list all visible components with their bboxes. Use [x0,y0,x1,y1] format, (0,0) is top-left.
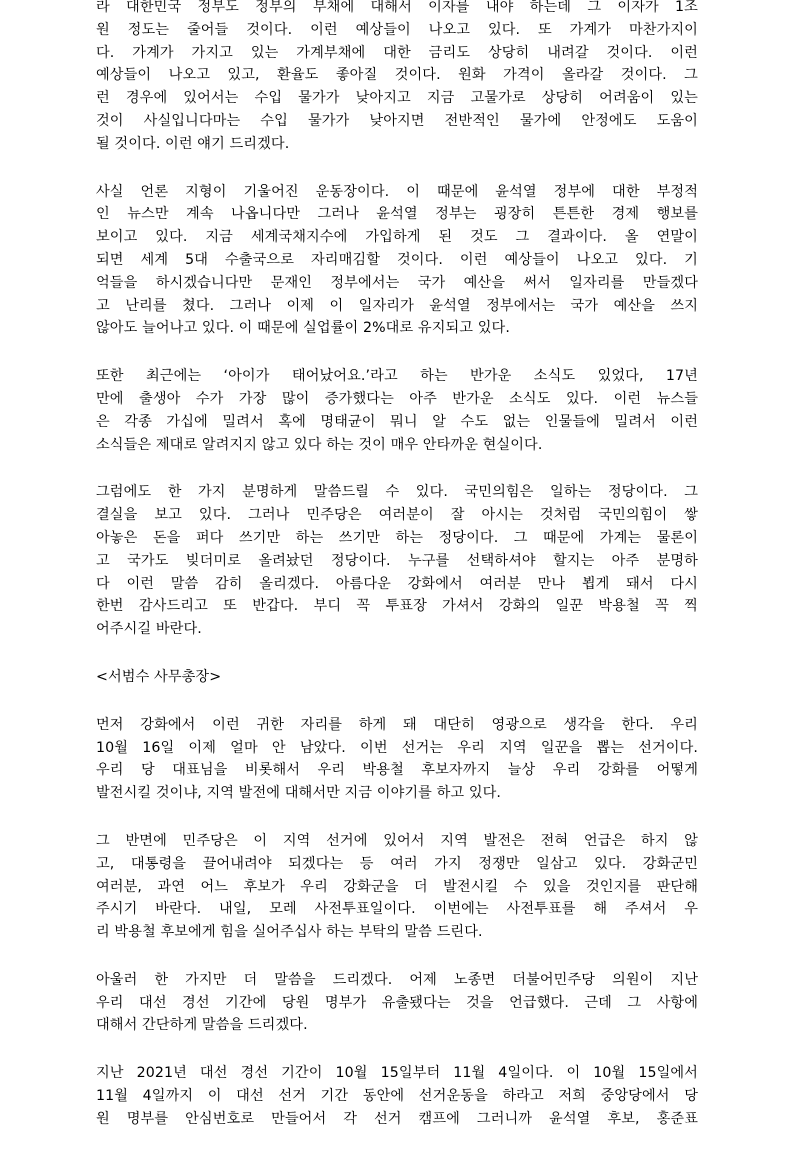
paragraph-early-voting [96,830,698,944]
text-line: 것이 사실입니다마는 수입 물가가 낮아지면 전반적인 물가에 안정에도 도움이 [96,112,698,129]
text-line: 억들을 하시겠습니다만 문재인 정부에서는 국가 예산을 써서 일자리를 만들겠다 [96,274,698,291]
text-line: 한번 감사드리고 또 반갑다. 부디 꼭 투표장 가셔서 강화의 일꾼 박용철 꼭 찍 [96,598,698,615]
text-line: 라 대한민국 정부도 정부의 부채에 대해서 이자를 내야 하는데 그 이자가 1조 [96,0,698,15]
paragraph-birth-news [96,365,698,456]
text-line: 우리 대선 경선 기간에 당원 명부가 유출됐다는 것을 언급했다. 근데 그 사항에 [96,994,698,1011]
text-line: 만에 출생아 수가 가장 많이 증가했다는 아주 반가운 소식도 있다. 이런 뉴스들 [96,390,698,407]
text-line: 예상들이 나오고 있고, 환율도 좋아질 것이다. 원화 가격이 올라갈 것이다. 그 [96,67,698,84]
text-line: 런 경우에 있어서는 수입 물가가 낮아지고 지금 고물가로 상당히 어려움이 있는 [96,90,698,107]
text-line: 대해서 간단하게 말씀을 드리겠다. [96,1017,308,1034]
text-line: 먼저 강화에서 이런 귀한 자리를 하게 돼 대단히 영광으로 생각을 한다. 우리 [96,716,698,733]
text-line: 보이고 있다. 지금 세계국채지수에 가입하게 된 것도 그 결과이다. 올 연말이 [96,229,698,246]
text-line: 다. 가계가 가지고 있는 가계부채에 대한 금리도 상당히 내려갈 것이다. 이런 [96,44,698,61]
text-line: 리 박용철 후보에게 힘을 실어주십사 하는 부탁의 말씀 드린다. [96,924,483,941]
text-line: 않아도 늘어나고 있다. 이 때문에 실업률이 2%대로 유지되고 있다. [96,320,510,337]
paragraph-working-party [96,481,698,641]
text-line: 아놓은 돈을 퍼다 쓰기만 하는 쓰기만 하는 정당이다. 그 때문에 가계는 물론이 [96,529,698,546]
text-line: 우리 당 대표님을 비롯해서 우리 박용철 후보자까지 늘상 우리 강화를 어떻게 [96,762,698,779]
text-line: 소식들은 제대로 알려지지 않고 있다 하는 것이 매우 안타까운 현실이다. [96,436,543,453]
text-line: 될 것이다. 이런 얘기 드리겠다. [96,135,290,152]
text-line: 어주시길 바란다. [96,621,202,638]
paragraph-member-list [96,969,698,1037]
text-line: 그 반면에 민주당은 이 지역 선거에 있어서 지역 발전은 전혀 언급은 하지 않 [96,832,698,849]
text-line: 결실을 보고 있다. 그러나 민주당은 여러분이 잘 아시는 것처럼 국민의힘이 쌓 [96,507,698,524]
paragraph-interest-rates [96,0,698,156]
text-line: 원 정도는 줄어들 것이다. 이런 예상들이 나오고 있다. 또 가계가 마찬가지이 [96,21,698,38]
text-line: 사실 언론 지형이 기울어진 운동장이다. 이 때문에 윤석열 정부에 대한 부정적 [96,183,698,200]
text-line: 원 명부를 안심번호로 만들어서 각 선거 캠프에 그러니까 윤석열 후보, 홍준표 [96,1110,698,1127]
text-line: 또한 최근에는 ‘아이가 태어났어요.’라고 하는 반가운 소식도 있었다, 17년 [96,368,698,385]
text-line: 10월 16일 이제 얼마 안 남았다. 이번 선거는 우리 지역 일꾼을 뽑는 선거이다. [96,739,698,756]
text-line: 고 난리를 쳤다. 그러나 이제 이 일자리가 윤석열 정부에서는 국가 예산을 쓰지 [96,297,698,314]
text-line: 지난 2021년 대선 경선 기간이 10월 15일부터 11월 4일이다. 이 10월 15일에서 [96,1065,698,1082]
text-line: 그럼에도 한 가지 분명하게 말씀드릴 수 있다. 국민의힘은 일하는 정당이다. 그 [96,484,698,501]
speaker-name: <서범수 사무총장> [96,668,222,685]
text-line: 발전시킬 것이냐, 지역 발전에 대해서만 지금 이야기를 하고 있다. [96,785,502,802]
text-line: 되면 세계 5대 수출국으로 자리매김할 것이다. 이런 예상들이 나오고 있다. 기 [96,251,698,268]
text-line: 고, 대통령을 끌어내려야 되겠다는 등 여러 가지 정쟁만 일삼고 있다. 강화군민 [96,855,698,872]
text-line: 다 이런 말씀 감히 올리겠다. 아름다운 강화에서 여러분 만나 뵙게 돼서 다시 [96,575,698,592]
speaker-heading [96,666,698,689]
text-line: 인 뉴스만 계속 나옵니다만 그러나 윤석열 정부는 굉장히 튼튼한 경제 행보를 [96,206,698,223]
paragraph-media-landscape [96,181,698,341]
text-line: 11월 4일까지 이 대선 선거 기간 동안에 선거운동을 하라고 저희 중앙당에서 당 [96,1088,698,1105]
text-line: 아울러 한 가지만 더 말씀을 드리겠다. 어제 노종면 더불어민주당 의원이 지난 [96,971,698,988]
paragraph-ganghwa-election [96,714,698,805]
text-line: 여러분, 과연 어느 후보가 우리 강화군을 더 발전시킬 수 있을 것인지를 판단해 [96,878,698,895]
paragraph-primary-period [96,1062,698,1130]
text-line: 고 국가도 빚더미로 올려놨던 정당이다. 누구를 선택하셔야 할지는 아주 분명하 [96,552,698,569]
text-line: 주시기 바란다. 내일, 모레 사전투표일이다. 이번에는 사전투표를 해 주셔서 우 [96,901,698,918]
document-body [96,0,698,1156]
text-line: 은 각종 가십에 밀려서 혹에 명태균이 뭐니 알 수도 없는 인물들에 밀려서 이런 [96,413,698,430]
